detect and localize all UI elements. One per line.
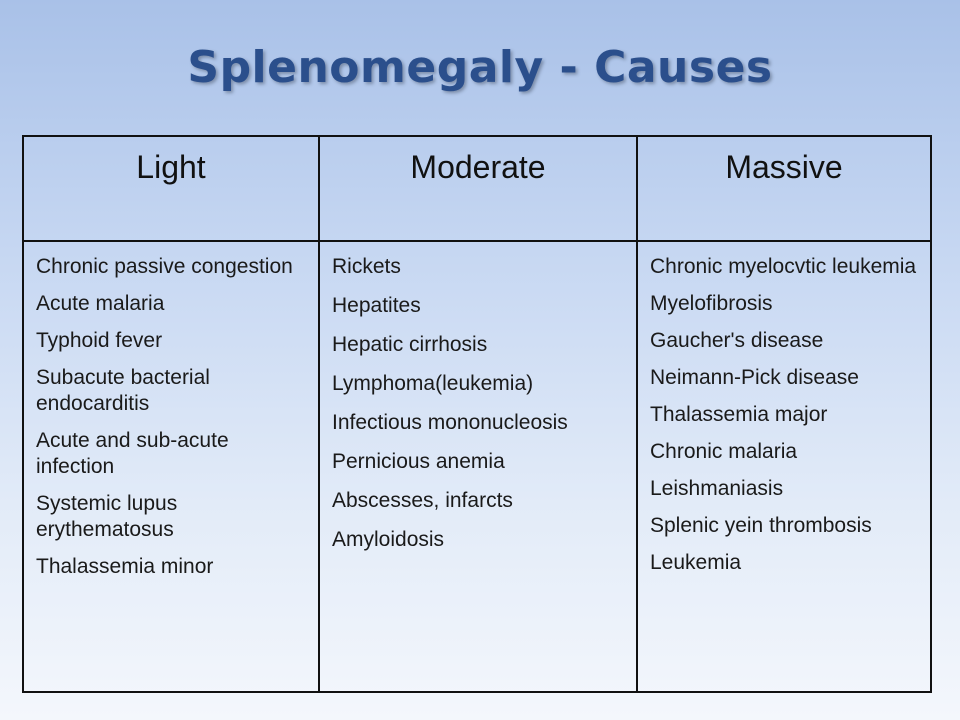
list-item: Leukemia <box>650 551 742 574</box>
header-massive: Massive <box>725 149 843 185</box>
list-item: Splenic yein thrombosis <box>650 514 872 537</box>
list-item: Gaucher's disease <box>650 329 824 352</box>
list-item: Infectious mononucleosis <box>332 411 568 434</box>
list-item: Systemic lupus erythematosus <box>36 492 178 541</box>
massive-causes-cell <box>638 242 930 691</box>
light-causes-cell <box>24 242 320 691</box>
table-header-row <box>24 137 930 242</box>
table-body-row <box>24 242 930 691</box>
list-item: Chronic myelocvtic leukemia <box>650 255 917 278</box>
list-item: Acute and sub-acute infection <box>36 429 229 478</box>
list-item: Hepatic cirrhosis <box>332 333 488 356</box>
list-item: Amyloidosis <box>332 528 445 551</box>
moderate-causes-cell <box>320 242 638 691</box>
list-item: Pernicious anemia <box>332 450 505 473</box>
header-light: Light <box>24 137 320 240</box>
list-item: Neimann-Pick disease <box>650 366 859 389</box>
list-item: Thalassemia minor <box>36 555 214 578</box>
list-item: Hepatites <box>332 294 421 317</box>
list-item: Chronic malaria <box>650 440 798 463</box>
list-item: Subacute bacterial endocarditis <box>36 366 210 415</box>
list-item: Typhoid fever <box>36 329 163 352</box>
causes-table <box>22 135 932 693</box>
list-item: Rickets <box>332 255 401 278</box>
list-item: Leishmaniasis <box>650 477 784 500</box>
list-item: Thalassemia major <box>650 403 828 426</box>
list-item: Myelofibrosis <box>650 292 773 315</box>
list-item: Chronic passive congestion <box>36 255 293 278</box>
header-moderate: Moderate <box>320 137 638 240</box>
list-item: Acute malaria <box>36 292 165 315</box>
slide-title: Splenomegaly - Causes <box>187 42 773 93</box>
list-item: Abscesses, infarcts <box>332 489 513 512</box>
list-item: Lymphoma(leukemia) <box>332 372 534 395</box>
